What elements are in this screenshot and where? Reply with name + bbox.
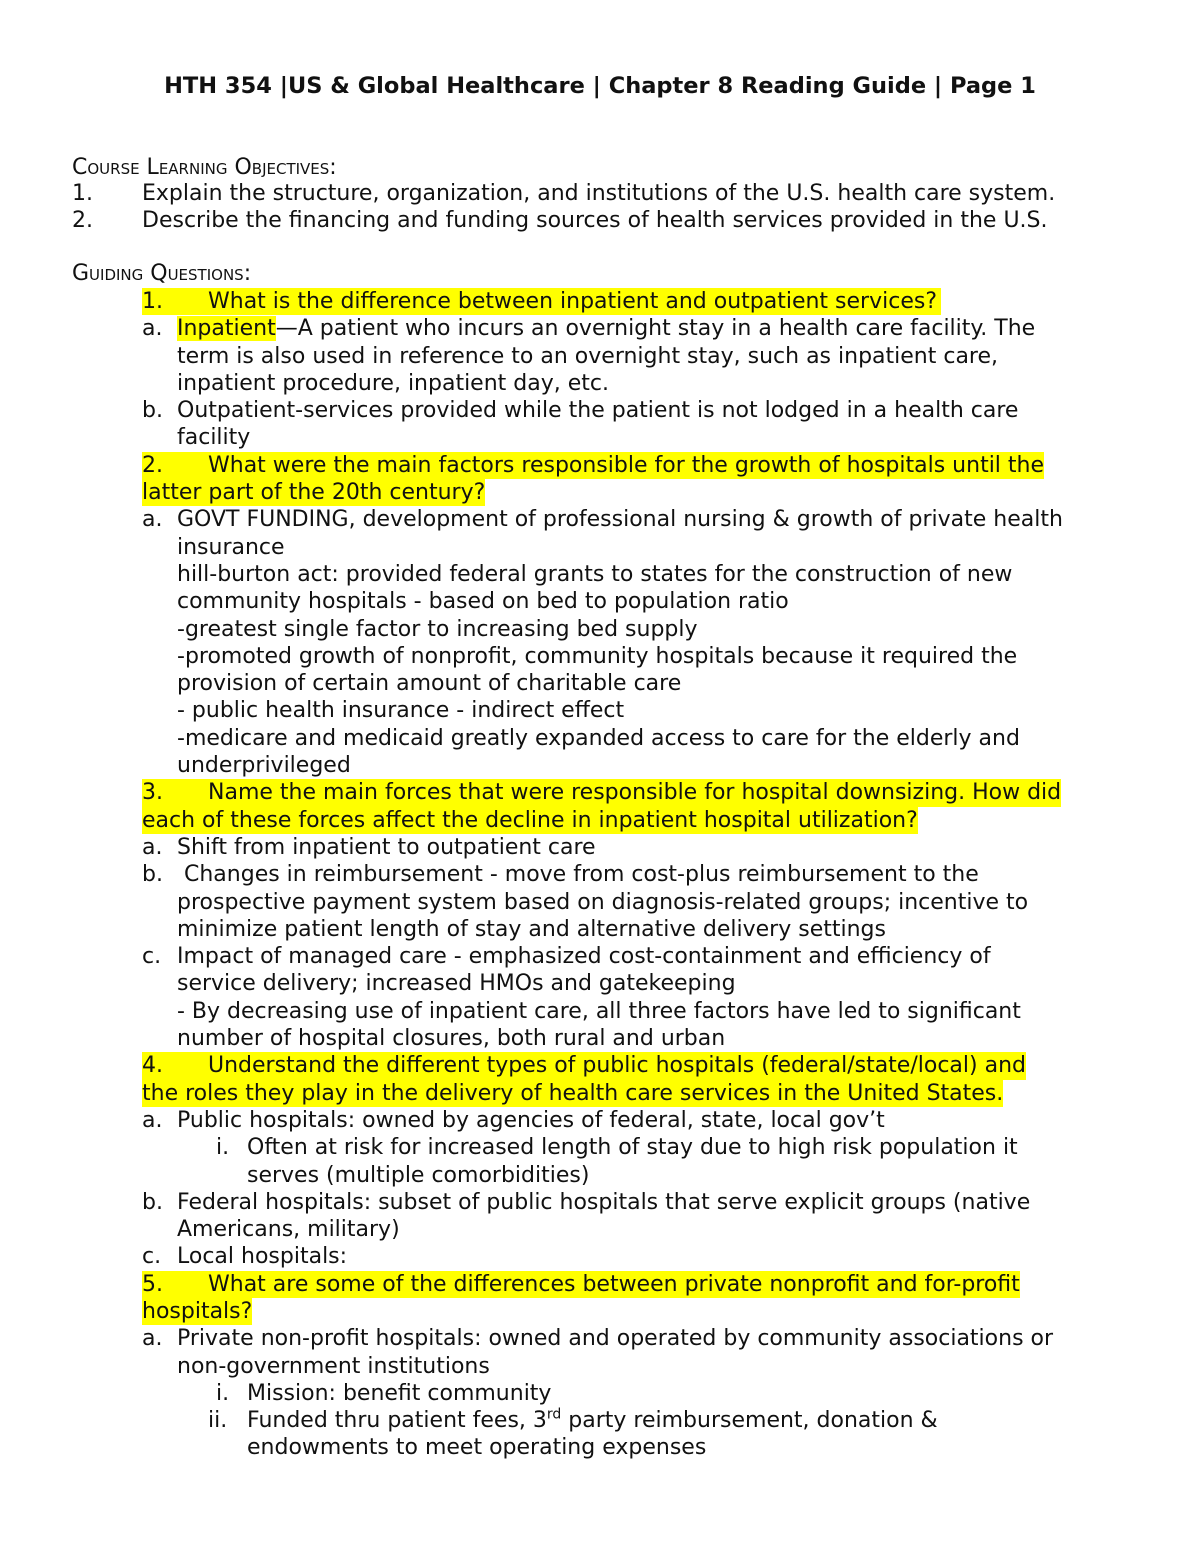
- question-5: 5. What are some of the differences between private nonprofit and for-profit: [142, 1271, 1020, 1297]
- answer-item: a. Private non-profit hospitals: owned and operated by community associations or: [142, 1326, 1054, 1352]
- page-title: HTH 354 |US & Global Healthcare | Chapter 8 Reading Guide | Page 1: [164, 73, 1036, 99]
- question-3: 3. Name the main forces that were responsible for hospital downsizing. How did: [142, 780, 1062, 806]
- answer-item: a. GOVT FUNDING, development of professional nursing & growth of private health: [142, 507, 1063, 533]
- guiding-heading-text: Guiding Questions:: [72, 261, 252, 286]
- guiding-questions: 1. What is the difference between inpatient and outpatient services? a. Inpatient—A patient who incurs an overnight stay in a health care facility. The term is also used in reference to an overnight stay, such as inpatient care, inpatient procedure, inpatient day, etc. b. Outpatient-services provided while the patient is not lodged in a health care facility 2. What were the main factors responsible for the growth of hospitals until the latter part of the 20th century? a. GOVT FUNDING, development of professional nursing & growth of private health insurance hill-burton act: provided federal grants to states for the construction of new community hospitals - based on bed to population ratio -greatest single factor to increasing bed supply -promoted growth of nonprofit, community hospitals because it required the provision of certain amount of charitable care - public health insurance - indirect effect -medicare and medicaid greatly expanded access to care for the elderly and underprivileged 3. Name the main forces that were responsible for hospital downsizing. How did each of these forces affect the decline in inpatient hospital utilization? a. Shift from inpatient to outpatient care b. Changes in reimbursement - move from cost-plus reimbursement to the prospective payment system based on diagnosis-related groups; incentive to minimize patient length of stay and alternative delivery settings c. Impact of managed care - emphasized cost-containment and efficiency of service delivery; increased HMOs and gatekeeping - By decreasing use of inpatient care, all three factors have led to significant number of hospital closures, both rural and urban 4. Understand the different types of public hospitals (federal/state/local) and the roles they play in the delivery of health care services in the United States. a. Public hospitals: owned by agencies of federal, state, local gov’t i. Often at risk for increased length of stay due to high risk population it serves (multiple comorbidities) b. Federal hospitals: subset of public hospitals that serve explicit groups (native Americans, military) c. Local hospitals: 5. What are some of the differences between private nonprofit and for-profit hospitals? a. Private non-profit hospitals: owned and operated by community associations or non-government institutions i. Mission: benefit community ii. Funded thru patient fees, 3rd party reimbursement, donation & endowments to meet operating expenses: [72, 288, 1142, 1462]
- objectives-heading: [72, 156, 337, 180]
- sub-answer-item: i. Mission: benefit community: [216, 1380, 552, 1406]
- objective-item: 1. Explain the structure, organization, and institutions of the U.S. health care system.: [72, 181, 1056, 206]
- question-4: 4. Understand the different types of public hospitals (federal/state/local) and: [142, 1053, 1026, 1079]
- objectives-list: [72, 180, 1142, 235]
- question-1: 1. What is the difference between inpatient and outpatient services?: [72, 288, 1142, 315]
- answer-item: a. Public hospitals: owned by agencies of federal, state, local gov’t: [142, 1107, 885, 1133]
- answer-item: b. Outpatient-services provided while the patient is not lodged in a health care: [142, 398, 1019, 424]
- answer-item: a. Shift from inpatient to outpatient care: [142, 834, 596, 860]
- question-2: 2. What were the main factors responsible for the growth of hospitals until the: [142, 452, 1045, 478]
- answer-item: b. Federal hospitals: subset of public hospitals that serve explicit groups (native: [142, 1189, 1031, 1215]
- answer-item: c. Local hospitals:: [142, 1244, 348, 1270]
- highlighted-term: Inpatient: [177, 316, 276, 342]
- answer-item: a. Inpatient—A patient who incurs an overnight stay in a health care facility. The: [142, 316, 1036, 342]
- sub-answer-item: ii. Funded thru patient fees, 3rd party reimbursement, donation &: [208, 1406, 938, 1434]
- sub-answer-item: i. Often at risk for increased length of stay due to high risk population it: [216, 1135, 1018, 1161]
- objectives-heading-text: Course Learning Objectives:: [72, 155, 337, 180]
- guiding-heading: [72, 262, 251, 286]
- objective-item: 2. Describe the financing and funding sources of health services provided in the U.S.: [72, 208, 1048, 234]
- answer-item: b. Changes in reimbursement - move from cost-plus reimbursement to the: [142, 862, 979, 888]
- answer-item: c. Impact of managed care - emphasized cost-containment and efficiency of: [142, 944, 991, 970]
